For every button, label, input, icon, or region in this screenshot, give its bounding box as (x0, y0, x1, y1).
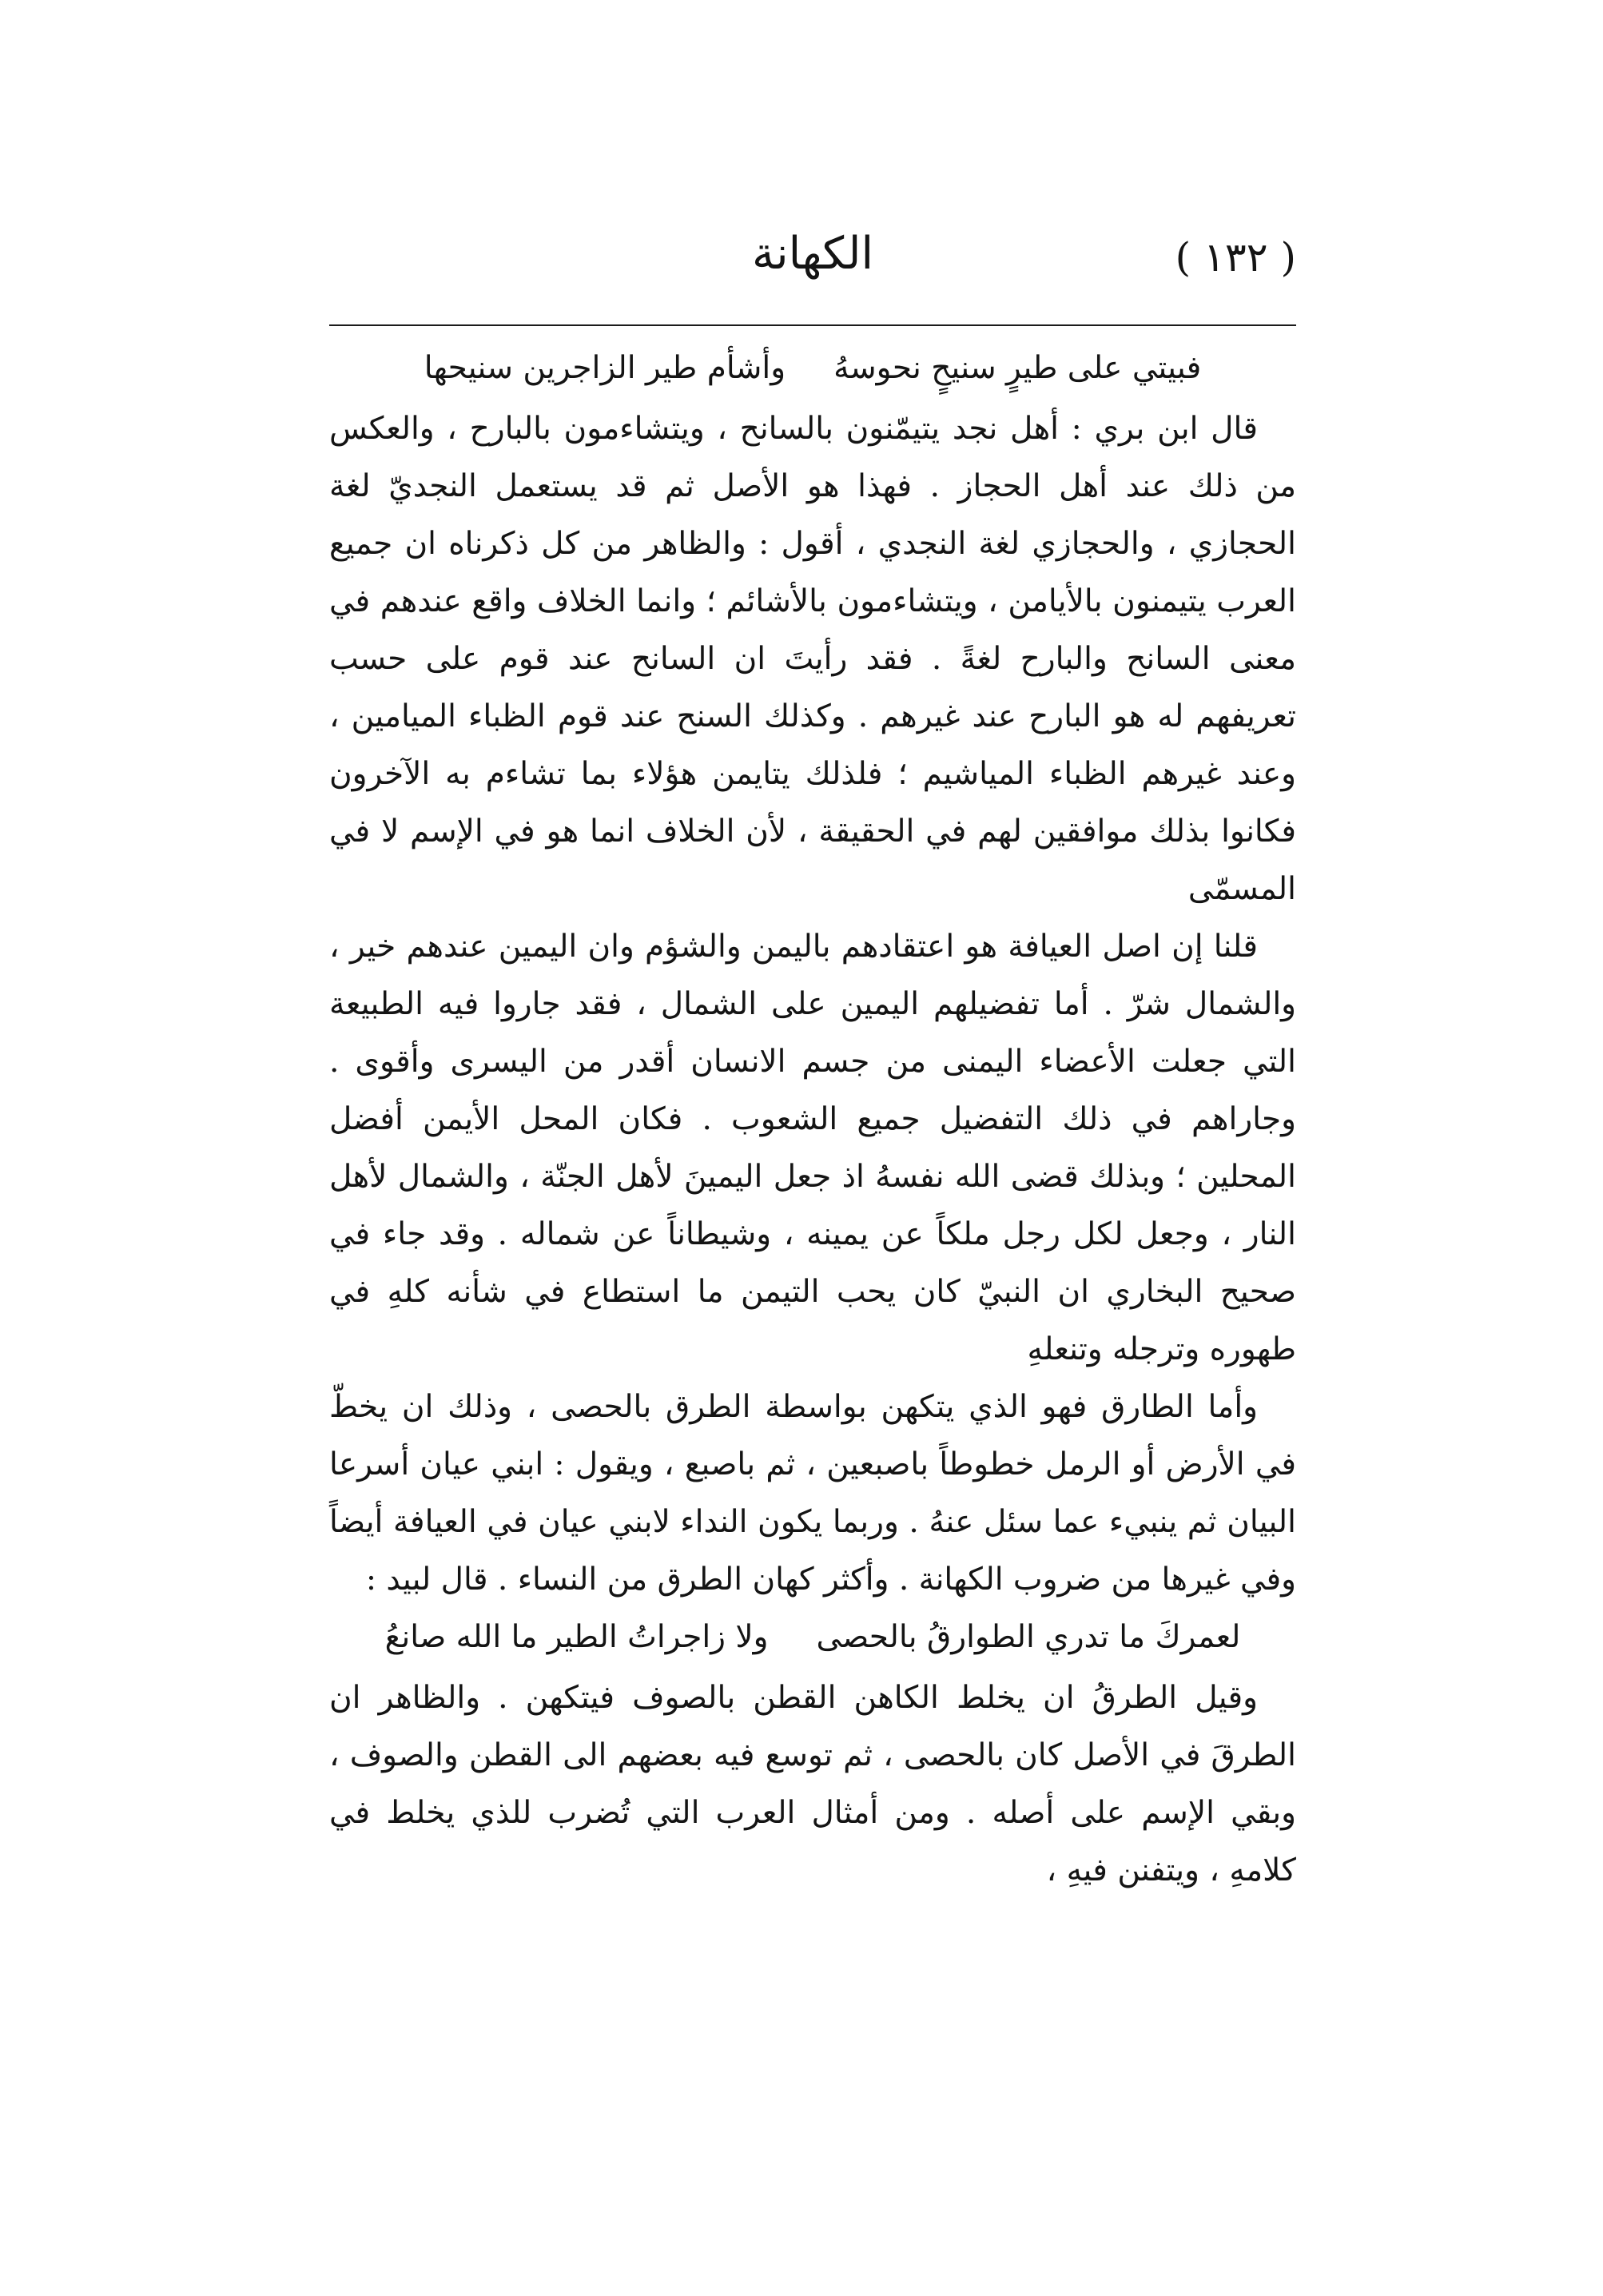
verse-hemistich: فبيتي على طيرٍ سنيحٍ نحوسهُ (833, 350, 1202, 386)
paragraph (329, 918, 1296, 1379)
page-header (329, 228, 1296, 316)
verse-hemistich: لعمركَ ما تدري الطوارقُ بالحصى (816, 1619, 1241, 1655)
verse-hemistich: وأشأم طير الزاجرين سنيحها (424, 350, 786, 386)
paragraph (329, 1669, 1296, 1900)
verse-hemistich: ولا زاجراتُ الطير ما الله صانعُ (384, 1619, 769, 1655)
paragraph-text: وأما الطارق فهو الذي يتكهن بواسطة الطرق بالحصى ، وذلك ان يخطّ في الأرض أو الرمل خطوطاً باصبعين ، ثم باصبع ، ويقول : ابني عيان أسرعا البيان ثم ينبيء عما سئل عنهُ . وربما يكون النداء لابني عيان في العيافة أيضاً وفي غيرها من ضروب الكهانة . وأكثر كهان الطرق من النساء . قال لبيد : (329, 1389, 1296, 1598)
verse-couplet (329, 1609, 1296, 1669)
running-title: الكهانة (751, 228, 874, 280)
page-number: ( ١٣٢ ) (1175, 234, 1296, 281)
paragraph-text: وقيل الطرقُ ان يخلط الكاهن القطن بالصوف فيتكهن . والظاهر ان الطرقَ في الأصل كان بالحصى ، ثم توسع فيه بعضهم الى القطن والصوف ، وبقي الإسم على أصله . ومن أمثال العرب التي تُضرب للذي يخلط في كلامهِ ، ويتفنن فيهِ ، (329, 1680, 1296, 1888)
body-text (329, 340, 1296, 1900)
paragraph-text: قلنا إن اصل العيافة هو اعتقادهم باليمن والشؤم وان اليمين عندهم خير ، والشمال شرّ . أما تفضيلهم اليمين على الشمال ، فقد جاروا فيه الطبيعة التي جعلت الأعضاء اليمنى من جسم الانسان أقدر من اليسرى وأقوى . وجاراهم في ذلك التفضيل جميع الشعوب . فكان المحل الأيمن أفضل المحلين ؛ وبذلك قضى الله نفسهُ اذ جعل اليمينَ لأهل الجنّة ، والشمال لأهل النار ، وجعل لكل رجل ملكاً عن يمينه ، وشيطاناً عن شماله . وقد جاء في صحيح البخاري ان النبيّ كان يحب التيمن ما استطاع في شأنه كلهِ في طهوره وترجله وتنعلهِ (329, 929, 1296, 1367)
paragraph-text: قال ابن بري : أهل نجد يتيمّنون بالسانح ، ويتشاءمون بالبارح ، والعكس من ذلك عند أهل الحجاز . فهذا هو الأصل ثم قد يستعمل النجديّ لغة الحجازي ، والحجازي لغة النجدي ، أقول : والظاهر من كل ذكرناه ان جميع العرب يتيمنون بالأيامن ، ويتشاءمون بالأشائم ؛ وانما الخلاف واقع عندهم في معنى السانح والبارح لغةً . فقد رأيتَ ان السانح عند قوم على حسب تعريفهم له هو البارح عند غيرهم . وكذلك السنح عند قوم الظباء الميامين ، وعند غيرهم الظباء المياشيم ؛ فلذلك يتايمن هؤلاء بما تشاءم به الآخرون فكانوا بذلك موافقين لهم في الحقيقة ، لأن الخلاف انما هو في الإسم لا في المسمّى (329, 411, 1296, 907)
paragraph (329, 1379, 1296, 1609)
paragraph (329, 400, 1296, 918)
verse-couplet (329, 340, 1296, 400)
header-rule (329, 324, 1296, 326)
